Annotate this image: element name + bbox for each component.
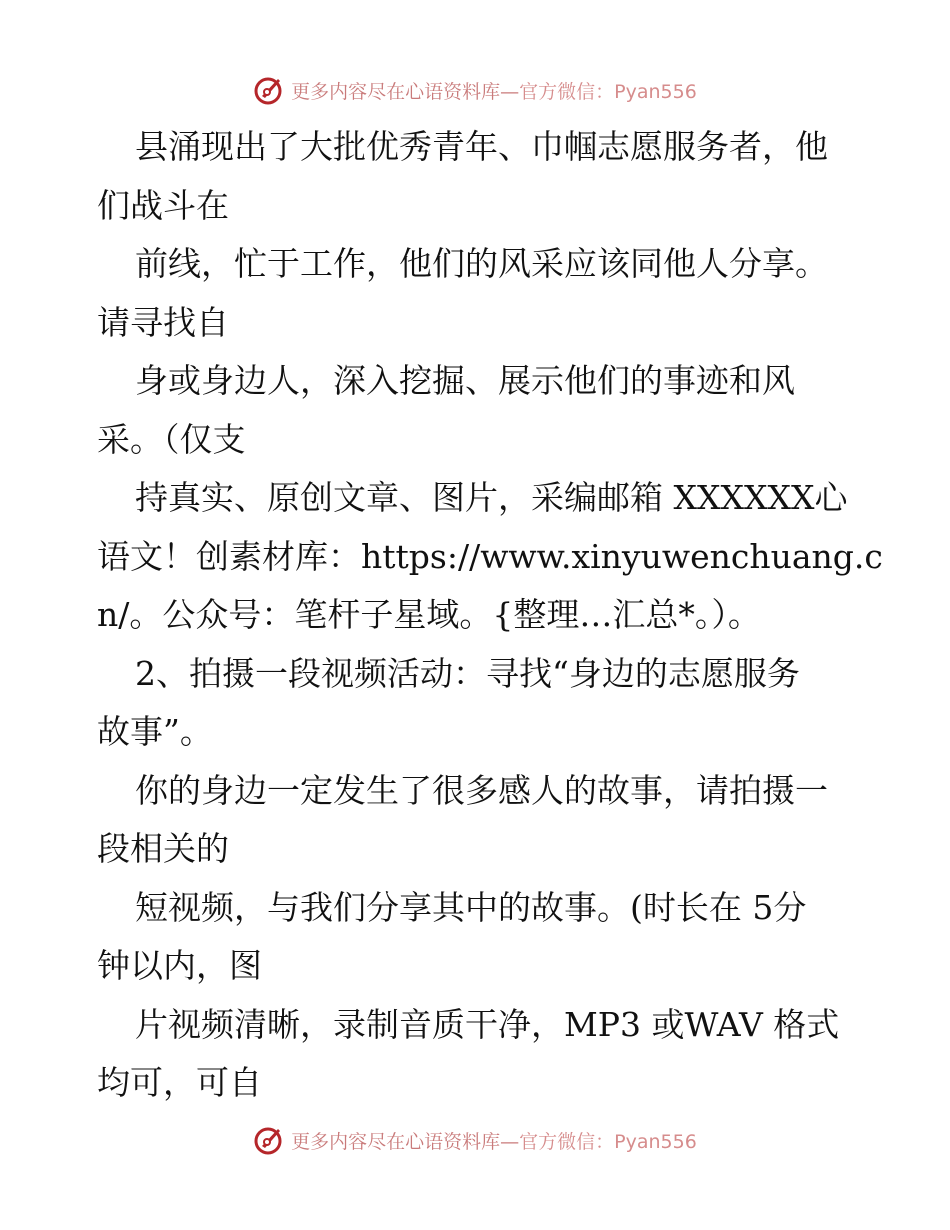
quill-logo-icon — [253, 1124, 285, 1156]
text-line: 身或身边人，深入挖掘、展示他们的事迹和风 — [135, 361, 795, 400]
text-line: 持真实、原创文章、图片，采编邮箱 XXXXXX心 — [135, 478, 848, 517]
quill-logo-icon — [253, 74, 285, 106]
text-line: 片视频清晰，录制音质干净，MP3 或WAV 格式 — [135, 1004, 840, 1044]
text-line: 故事”。 — [97, 712, 213, 751]
header-banner-inner — [253, 74, 697, 106]
text-line: 前线，忙于工作，他们的风采应该同他人分享。 — [135, 244, 828, 283]
header-wechat: 官方微信：Pyan556 — [519, 80, 697, 103]
text-line: 县涌现出了大批优秀青年、巾帼志愿服务者，他 — [135, 127, 828, 166]
text-line: 们战斗在 — [97, 185, 229, 225]
text-line: 段相关的 — [97, 829, 229, 868]
text-line: 采。（仅支 — [97, 419, 246, 459]
text-line: 均可，可自 — [97, 1063, 262, 1102]
text-line: n/。公众号：笔杆子星域。{整理…汇总*。）。 — [97, 595, 761, 634]
text-line: 钟以内，图 — [97, 946, 262, 985]
text-line: 请寻找自 — [97, 302, 229, 342]
footer-banner-inner — [253, 1124, 697, 1156]
footer-text — [291, 1127, 697, 1154]
header-banner — [0, 70, 950, 110]
body-text — [97, 118, 883, 1113]
footer-wechat: 官方微信：Pyan556 — [519, 1130, 697, 1153]
text-line: 语文！创素材库：https://www.xinyuwenchuang.c — [97, 536, 883, 576]
footer-banner — [0, 1120, 950, 1160]
text-line: 短视频，与我们分享其中的故事。(时长在 5分 — [135, 887, 807, 927]
header-slogan: 更多内容尽在心语资料库— — [291, 80, 520, 103]
header-text — [291, 77, 697, 104]
text-line: 你的身边一定发生了很多感人的故事，请拍摄一 — [135, 770, 828, 810]
text-line: 2、拍摄一段视频活动：寻找“身边的志愿服务 — [135, 653, 800, 693]
footer-slogan: 更多内容尽在心语资料库— — [291, 1130, 520, 1153]
